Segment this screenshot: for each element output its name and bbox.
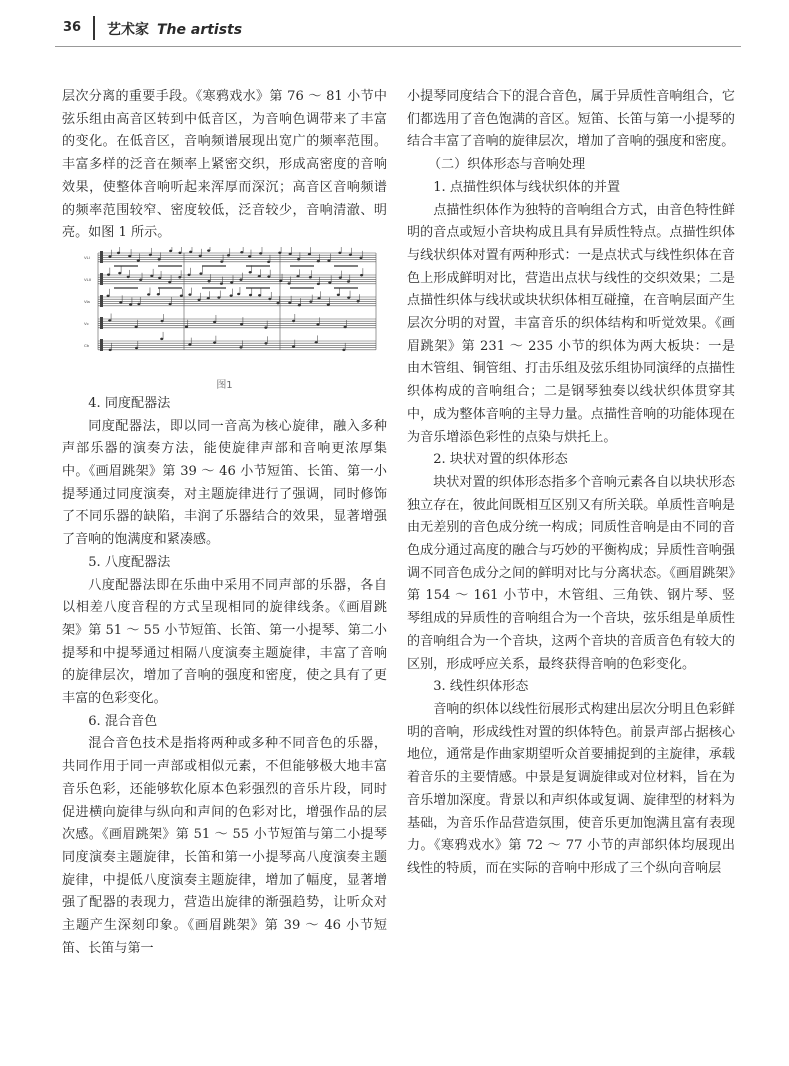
notehead <box>240 251 243 253</box>
notehead <box>360 257 363 259</box>
notehead <box>220 261 223 263</box>
notehead <box>213 321 216 323</box>
notehead <box>139 279 142 281</box>
subsection-heading: 1. 点描性织体与线状织体的并置 <box>433 179 621 195</box>
notehead <box>127 276 130 278</box>
notehead <box>349 254 352 256</box>
notehead <box>198 299 201 301</box>
notehead <box>298 304 301 306</box>
running-header <box>55 14 755 44</box>
notehead <box>227 254 230 256</box>
notehead <box>237 293 240 295</box>
notehead <box>360 274 363 276</box>
notehead <box>317 283 320 285</box>
paragraph: 小提琴同度结合下的混合音色，属于异质性音响组合，它们都选用了音色饱满的音区。短笛、长笛与第一小提琴的结合丰富了音响的旋律层次，增加了音响的强度和密度。 <box>407 89 735 150</box>
notehead <box>149 254 152 256</box>
section-heading: 4. 同度配器法 <box>88 395 171 411</box>
notehead <box>357 300 360 302</box>
notehead <box>317 323 320 325</box>
notehead <box>279 280 282 282</box>
notehead <box>328 260 331 262</box>
notehead <box>128 255 131 257</box>
section-heading: （二）织体形态与音响处理 <box>427 157 586 173</box>
notehead <box>157 293 160 295</box>
notehead <box>208 280 211 282</box>
notehead <box>158 258 161 260</box>
section-heading: 6. 混合音色 <box>88 713 158 729</box>
notehead <box>309 301 312 303</box>
paragraph: 同度配器法，即以同一音高为核心旋律，融入多种声部乐器的演奏方法，能使旋律声部和音响更浓厚集中。《画眉跳架》第 39 ～ 46 小节短笛、长笛、第一小提琴通过同度演奏，对主题旋律进行了强调，同时修饰了不同乐器的缺陷，丰润了乐器结合的效果，显著增强了音响的饱满度和紧凑感。 <box>62 418 387 548</box>
notehead <box>160 338 163 340</box>
notehead <box>292 320 295 322</box>
journal-title-en: The artists <box>157 22 243 38</box>
notehead <box>178 276 181 278</box>
notehead <box>278 252 281 254</box>
paragraph: 点描性织体作为独特的音响组合方式，由音色特性鲜明的音点或短小音块构成且具有异质性特点。点描性织体与线状织体对置有两种形式：一是点状式与线性织体在音色上形成鲜明对比，营造出点状与线性的交织效果；二是点描性织体与线状或块状织体相互碰撞，在音响层面产生层次分明的对置，丰富音乐的织体结构和听觉效果。《画眉跳架》第 231 ～ 235 小节的织体为两大板块：一是由木管组、铜管组、打击乐组及弦乐组协同演绎的点描性织体构成的音响组合；二是钢琴独奏以线状织体贯穿其中，成为整体音响的主导力量。点描性音响的功能体现在为音乐增添色彩性的点染与烘托上。 <box>407 202 735 445</box>
notehead <box>147 293 150 295</box>
notehead <box>188 344 191 346</box>
notehead <box>328 281 331 283</box>
paragraph: 音响的织体以线性衍展形式构建出层次分明且色彩鲜明的音响，形成线性对置的织体特色。前景声部占据核心地位，通常是作曲家期望听众首要捕捉到的主旋律，承载着音乐的主要情感。中景是复调旋律或对位材料，旨在为音乐增加深度。背景以和声织体或复调、旋律型的材料为基础，为音乐作品营造氛围，使音乐更加饱满且富有表现力。《寒鸦戏水》第 72 ～ 77 小节的声部织体均展现出线性的特质，而在实际的音响中形成了三个纵向音响层 <box>407 701 735 876</box>
notehead <box>342 349 345 351</box>
notehead <box>267 276 270 278</box>
notehead <box>339 277 342 279</box>
notehead <box>292 346 295 348</box>
header-divider <box>93 16 95 40</box>
paragraph: 块状对置的织体形态指多个音响元素各自以块状形态独立存在，彼此间既相互区别又有所关联。单质性音响是由无差别的音色成分统一构成；同质性音响是由不同的音色成分通过高度的融合与巧妙的平衡构成；异质性音响强调不同音色成分之间的鲜明对比与分离状态。《画眉跳架》第 154 ～ 161 小节中，木管组、三角铁、钢片琴、竖琴组成的异质性的音响组合为一个音块，弦乐组是单质性的音响组合为一个音块，这两个音块的音质音色有较大的区别，形成呼应关系，最终获得音响的色彩变化。 <box>407 474 735 672</box>
notehead <box>189 251 192 253</box>
figure-caption: 图1 <box>216 379 233 391</box>
notehead <box>158 277 161 279</box>
notehead <box>180 295 183 297</box>
notehead <box>200 273 203 275</box>
notehead <box>344 326 347 328</box>
notehead <box>347 280 350 282</box>
notehead <box>207 297 210 299</box>
notehead <box>199 255 202 257</box>
notehead <box>168 281 171 283</box>
paragraph: 层次分离的重要手段。《寒鸦戏水》第 76 ～ 81 小节中弦乐组由高音区转到中低音区，为音响色调带来了丰富的变化。在低音区，音响频谱展现出宽广的频率范围。丰富多样的泛音在频率上紧密交织，形成高密度的音响效果，使整体音响听起来浑厚而深沉；高音区音响频谱的频率范围较窄、密度较低，泛音较少，音响清澈、明亮。如图 1 所示。 <box>62 89 387 241</box>
journal-title <box>107 19 242 39</box>
notehead <box>277 302 280 304</box>
notehead <box>107 295 110 297</box>
figure-1 <box>62 247 387 393</box>
page-number: 36 <box>63 20 82 35</box>
notehead <box>309 276 312 278</box>
notehead <box>269 298 272 300</box>
notehead <box>109 349 112 351</box>
notehead <box>240 279 243 281</box>
staff-label: Cb <box>84 342 90 348</box>
notehead <box>135 326 138 328</box>
clef-mark <box>100 295 103 307</box>
notehead <box>138 303 141 305</box>
notehead <box>220 283 223 285</box>
subsection-heading: 2. 块状对置的织体形态 <box>433 452 568 468</box>
notehead <box>230 295 233 297</box>
clef-mark <box>100 339 103 351</box>
notehead <box>259 252 262 254</box>
notehead <box>150 275 153 277</box>
paragraph: 八度配器法即在乐曲中采用不同声部的乐器，各自以相差八度音程的方式呈现相同的旋律线条。《画眉跳架》第 51 ～ 55 小节短笛、长笛、第一小提琴、第二小提琴和中提琴通过相隔八度演奏主题旋律，丰富了音响的旋律层次，增加了音响的强度和密度，使之具有了更丰富的色彩变化。 <box>62 577 387 707</box>
journal-title-cn: 艺术家 <box>107 22 149 38</box>
staff-label: VLI <box>84 254 91 260</box>
section-heading: 5. 八度配器法 <box>88 554 171 570</box>
notehead <box>185 326 188 328</box>
notehead <box>188 274 191 276</box>
notehead <box>297 275 300 277</box>
notehead <box>230 281 233 283</box>
notehead <box>117 252 120 254</box>
notehead <box>288 302 291 304</box>
notehead <box>337 294 340 296</box>
notehead <box>315 341 318 343</box>
notehead <box>218 296 221 298</box>
notehead <box>135 347 138 349</box>
notehead <box>129 303 132 305</box>
notehead <box>308 253 311 255</box>
clef-mark <box>100 251 103 263</box>
notehead <box>327 303 330 305</box>
notehead <box>169 250 172 252</box>
notehead <box>107 274 110 276</box>
staff-label: Vc <box>84 320 89 326</box>
notehead <box>249 271 252 273</box>
notehead <box>347 297 350 299</box>
notehead <box>317 260 320 262</box>
staff-label: VLII <box>84 276 92 282</box>
notehead <box>119 301 122 303</box>
notehead <box>207 250 210 252</box>
notehead <box>267 261 270 263</box>
left-column <box>62 86 387 961</box>
notehead <box>169 303 172 305</box>
staff-label: Vla <box>84 298 90 304</box>
notehead <box>318 297 321 299</box>
notehead <box>248 256 251 258</box>
clef-mark <box>100 317 103 329</box>
right-column <box>407 86 735 881</box>
notehead <box>249 294 252 296</box>
notehead <box>179 252 182 254</box>
paragraph: 混合音色技术是指将两种或多种不同音色的乐器，共同作用于同一声部或相似元素，不但能够极大地丰富音乐色彩，还能够软化原本色彩强烈的音乐片段，同时促进横向旋律与纵向和声间的色彩对比，增强作品的层次感。《画眉跳架》第 51 ～ 55 小节短笛与第二小提琴同度演奏主题旋律，长笛和第一小提琴高八度演奏主题旋律，中提低八度演奏主题旋律，增加了幅度，显著增强了配器的表现力，营造出旋律的渐强趋势，让听众对主题产生深刻印象。《画眉跳架》第 39 ～ 46 小节短笛、长笛与第一 <box>62 736 387 956</box>
notehead <box>118 272 121 274</box>
notehead <box>289 253 292 255</box>
notehead <box>240 323 243 325</box>
notehead <box>161 320 164 322</box>
notehead <box>338 252 341 254</box>
subsection-heading: 3. 线性织体形态 <box>433 679 529 695</box>
notehead <box>265 342 268 344</box>
notehead <box>108 319 111 321</box>
notehead <box>258 275 261 277</box>
notehead <box>109 256 112 258</box>
notehead <box>189 294 192 296</box>
notehead <box>288 282 291 284</box>
header-rule <box>55 46 741 47</box>
notehead <box>258 294 261 296</box>
notehead <box>264 327 267 329</box>
notehead <box>213 342 216 344</box>
clef-mark <box>100 273 103 285</box>
score-excerpt-image <box>84 247 380 365</box>
notehead <box>137 259 140 261</box>
notehead <box>240 346 243 348</box>
notehead <box>297 258 300 260</box>
